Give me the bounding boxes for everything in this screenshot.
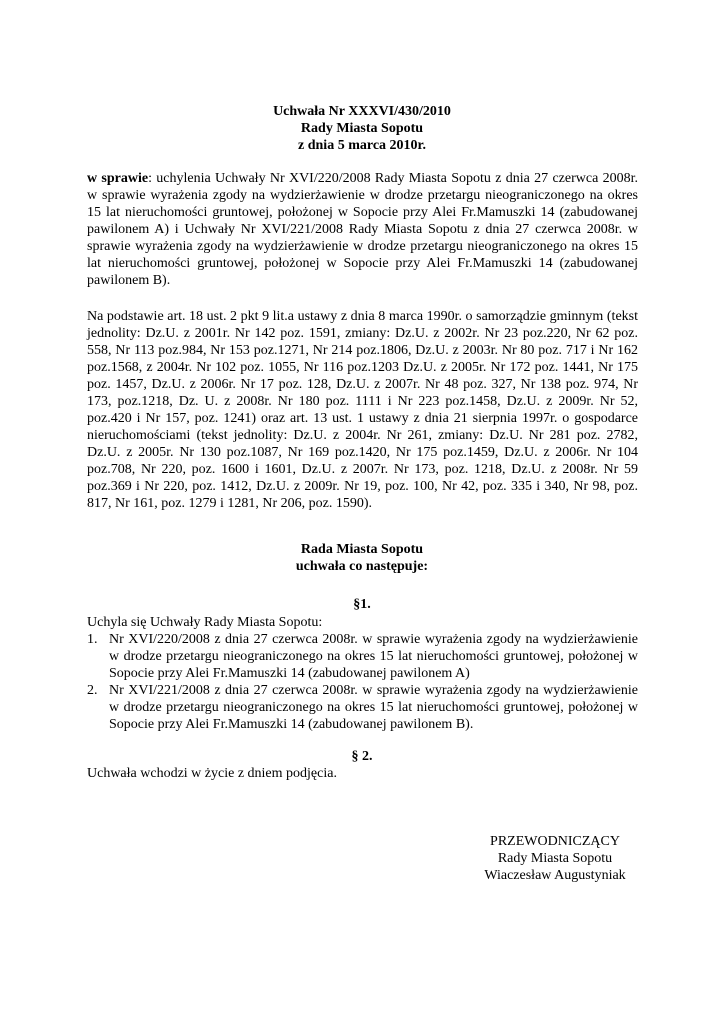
- section-1-intro: Uchyla się Uchwały Rady Miasta Sopotu:: [87, 615, 323, 630]
- list-item-text: Nr XVI/221/2008 z dnia 27 czerwca 2008r. w sprawie wyrażenia zgody na wydzierżawienie w drodze przetargu nieograniczonego na okres 15 lat nieruchomości gruntowej, położonej w Sopocie przy Alei Fr.Mamuszki 14 (zabudowanej pawilonem B).: [109, 683, 638, 732]
- list-item-text: Nr XVI/220/2008 z dnia 27 czerwca 2008r. w sprawie wyrażenia zgody na wydzierżawienie w drodze przetargu nieograniczonego na okres 15 lat nieruchomości gruntowej, położonej w Sopocie przy Alei Fr.Mamuszki 14 (zabudowanej pawilonem A): [109, 632, 638, 681]
- section-1-heading: §1.: [353, 597, 371, 612]
- signature-body: Rady Miasta Sopotu: [497, 851, 613, 866]
- resolution-header: [0, 103, 724, 154]
- list-item-number: 2.: [87, 683, 98, 698]
- resolution-date: z dnia 5 marca 2010r.: [298, 138, 426, 153]
- signature-name: Wiaczesław Augustyniak: [484, 868, 626, 883]
- section-2-text: Uchwała wchodzi w życie z dniem podjęcia.: [87, 766, 337, 781]
- subject-label: w sprawie: [87, 171, 149, 186]
- resolution-subject: [87, 170, 638, 289]
- list-item: [87, 682, 638, 733]
- resolution-issuer: Rady Miasta Sopotu: [300, 121, 424, 136]
- council-name: Rada Miasta Sopotu: [300, 542, 424, 557]
- council-statement: [0, 541, 724, 575]
- list-item-number: 1.: [87, 632, 98, 647]
- list-item: [87, 631, 638, 682]
- section-2-heading: § 2.: [351, 749, 373, 764]
- resolution-number: Uchwała Nr XXXVI/430/2010: [273, 104, 451, 119]
- legal-basis: Na podstawie art. 18 ust. 2 pkt 9 lit.a ustawy z dnia 8 marca 1990r. o samorządzie gminnym (tekst jednolity: Dz.U. z 2001r. Nr 142 poz. 1591, zmiany: Dz.U. z 2002r. Nr 23 poz.220, Nr 62 poz. 558, Nr 113 poz.984, Nr 153 poz.1271, Nr 214 poz.1806, Dz.U. z 2003r. Nr 80 poz. 717 i Nr 162 poz.1568, z 2004r. Nr 102 poz. 1055, Nr 116 poz.1203 Dz.U. z 2005r. Nr 172 poz. 1441, Nr 175 poz. 1457, Dz.U. z 2006r. Nr 17 poz. 128, Dz.U. z 2007r. Nr 48 poz. 327, Nr 138 poz. 974, Nr 173, poz.1218, Dz. U. z 2008r. Nr 180 poz. 1111 i Nr 223 poz.1458, Dz.U. z 2009r. Nr 52, poz.420 i Nr 157, poz. 1241) oraz art. 13 ust. 1 ustawy z dnia 21 sierpnia 1997r. o gospodarce nieruchomościami (tekst jednolity: Dz.U. z 2004r. Nr 261, zmiany: Dz.U. Nr 281 poz. 2782, Dz.U. z 2005r. Nr 130 poz.1087, Nr 169 poz.1420, Nr 175 poz.1459, Dz.U. z 2006r. Nr 104 poz.708, Nr 220, poz. 1600 i 1601, Dz.U. z 2007r. Nr 173, poz. 1218, Dz.U. z 2008r. Nr 59 poz.369 i Nr 220, poz. 1412, Dz.U. z 2009r. Nr 19, poz. 100, Nr 42, poz. 335 i 340, Nr 98, poz. 817, Nr 161, poz. 1279 i 1281, Nr 206, poz. 1590).: [87, 309, 638, 511]
- signature-title: PRZEWODNICZĄCY: [490, 834, 620, 849]
- signature-block: [470, 833, 640, 884]
- council-resolves: uchwała co następuje:: [295, 559, 429, 574]
- subject-text: : uchylenia Uchwały Nr XVI/220/2008 Rady Miasta Sopotu z dnia 27 czerwca 2008r. w sprawie wyrażenia zgody na wydzierżawienie w drodze przetargu nieograniczonego na okres 15 lat nieruchomości gruntowej, położonej w Sopocie przy Alei Fr.Mamuszki 14 (zabudowanej pawilonem A) i Uchwały Nr XVI/221/2008 Rady Miasta Sopotu z dnia 27 czerwca 2008r. w sprawie wyrażenia zgody na wydzierżawienie w drodze przetargu nieograniczonego na okres 15 lat nieruchomości gruntowej, położonej w Sopocie przy Alei Fr.Mamuszki 14 (zabudowanej pawilonem B).: [87, 171, 638, 288]
